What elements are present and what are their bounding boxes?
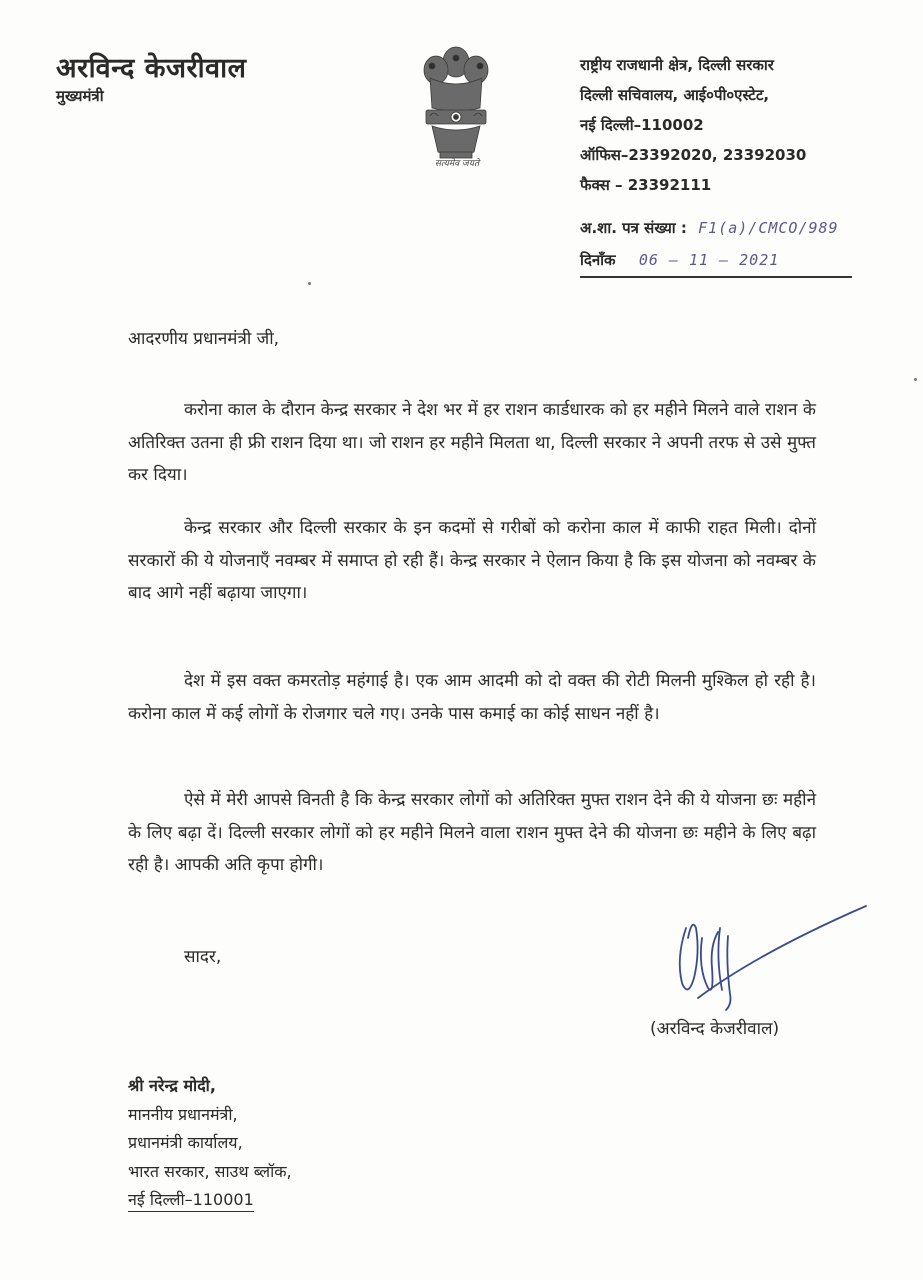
date-value: 06 – 11 – 2021	[638, 251, 780, 269]
letter-number-label: अ.शा. पत्र संख्या :	[580, 219, 687, 237]
recipient-line: भारत सरकार, साउथ ब्लॉक,	[128, 1161, 292, 1181]
ashoka-emblem-icon	[410, 40, 502, 170]
address-line: नई दिल्ली–110002	[580, 116, 704, 134]
letter-number-row	[580, 218, 900, 250]
recipient-line: नई दिल्ली–110001	[128, 1189, 254, 1212]
handwritten-signature-icon	[668, 898, 868, 1018]
date-label: दिनाँक	[580, 251, 616, 269]
emblem-motto: सत्यमेव जयते	[434, 159, 480, 169]
closing: सादर,	[184, 947, 222, 967]
address-line: फैक्स – 23392111	[580, 176, 712, 194]
scan-speck	[308, 282, 311, 285]
letter-number-value: F1(a)/CMCO/989	[698, 219, 839, 237]
address-line: ऑफिस–23392020, 23392030	[580, 146, 807, 164]
body-paragraph: ऐसे में मेरी आपसे विनती है कि केन्द्र सरकार लोगों को अतिरिक्त मुफ्त राशन देने की ये योजना छः महीने के लिए बढ़ा दें। दिल्ली सरकार लोगों को हर महीने मिलने वाला राशन मुफ्त देने की योजना छः महीने के लिए बढ़ा रही है। आपकी अति कृपा होगी।	[128, 790, 816, 875]
salutation: आदरणीय प्रधानमंत्री जी,	[128, 329, 280, 349]
reference-divider	[580, 276, 852, 278]
address-line: राष्ट्रीय राजधानी क्षेत्र, दिल्ली सरकार	[580, 56, 774, 74]
address-line: दिल्ली सचिवालय, आई०पी०एस्टेट,	[580, 86, 770, 104]
body-paragraph: केन्द्र सरकार और दिल्ली सरकार के इन कदमों से गरीबों को करोना काल में काफी राहत मिली। दोनों सरकारों की ये योजनाएँ नवम्बर में समाप्त हो रही हैं। केन्द्र सरकार ने ऐलान किया है कि इस योजना को नवम्बर के बाद आगे नहीं बढ़ाया जाएगा।	[128, 518, 816, 603]
recipient-line: माननीय प्रधानमंत्री,	[128, 1104, 238, 1124]
sender-name: अरविन्द केजरीवाल	[56, 53, 247, 84]
scan-speck	[914, 378, 917, 381]
reference-block	[580, 218, 900, 282]
recipient-address	[128, 1072, 292, 1215]
recipient-line: प्रधानमंत्री कार्यालय,	[128, 1133, 243, 1152]
sender-title: मुख्यमंत्री	[56, 87, 104, 105]
recipient-name: श्री नरेन्द्र मोदी,	[128, 1076, 216, 1095]
body-paragraph: देश में इस वक्त कमरतोड़ महंगाई है। एक आम आदमी को दो वक्त की रोटी मिलनी मुश्किल हो रही है। करोना काल में कई लोगों के रोजगार चले गए। उनके पास कमाई का कोई साधन नहीं है।	[128, 671, 816, 724]
body-paragraph: करोना काल के दौरान केन्द्र सरकार ने देश भर में हर राशन कार्डधारक को हर महीने मिलने वाले राशन के अतिरिक्त उतना ही फ्री राशन दिया था। जो राशन हर महीने मिलता था, दिल्ली सरकार ने अपनी तरफ से उसे मुफ्त कर दिया।	[128, 400, 816, 485]
signer-name: (अरविन्द केजरीवाल)	[650, 1019, 780, 1039]
office-address	[580, 50, 910, 200]
